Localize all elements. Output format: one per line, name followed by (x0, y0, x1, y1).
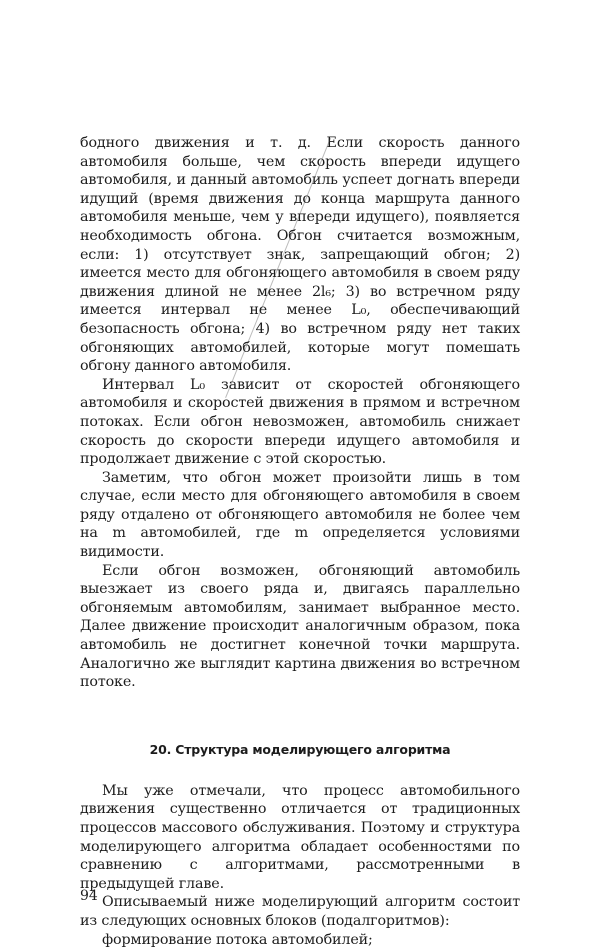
paragraph-overtaking-execution: Если обгон возможен, обгоняющий автомобиль выезжает из своего ряда и, двигаясь параллельно обгоняемым автомобилям, занимает выбранное место. Далее движение происходит аналогичным образом, пока автомобиль не достигнет конечной точки маршрута. Аналогично же выглядит картина движения во встречном потоке. (80, 562, 520, 691)
list-item-flow-formation: формирование потока автомобилей; (102, 931, 373, 948)
page-body (80, 134, 520, 949)
section-heading: 20. Структура моделирующего алгоритма (149, 741, 451, 757)
paragraph-interval-l0: Интервал L₀ зависит от скоростей обгоняющего автомобиля и скоростей движения в прямом и встречном потоках. Если обгон невозможен, автомобиль снижает скорость до скорости впереди идущего автомобиля и продолжает движение с этой скоростью. (80, 376, 520, 468)
paragraph-algorithm-blocks: Описываемый ниже моделирующий алгоритм состоит из следующих основных блоков (подалгоритмов): (80, 894, 520, 929)
paragraph-visibility-note: Заметим, что обгон может произойти лишь в том случае, если место для обгоняющего автомобиля в своем ряду отдалено от обгоняющего автомобиля не более чем на m автомобилей, где m определяется условиями видимости. (80, 469, 520, 561)
paragraph-overtaking-conditions: бодного движения и т. д. Если скорость данного автомобиля больше, чем скорость впереди идущего автомобиля, и данный автомобиль успеет догнать впереди идущий (время движения до конца маршрута данного автомобиля меньше, чем у впереди идущего), появляется необходимость обгона. Обгон считается возможным, если: 1) отсутствует знак, запрещающий обгон; 2) имеется место для обгоняющего автомобиля в своем ряду движения длиной не менее 2l₆; 3) во встречном ряду имеется интервал не менее L₀, обеспечивающий безопасность обгона; 4) во встречном ряду нет таких обгоняющих автомобилей, которые могут помешать обгону данного автомобиля. (80, 135, 520, 375)
section-gap (80, 758, 520, 782)
section-gap (80, 692, 520, 742)
paragraph-algorithm-intro: Мы уже отмечали, что процесс автомобильного движения существенно отличается от традиционных процессов массового обслуживания. Поэтому и структура моделирующего алгоритма обладает особенностями по сравнению с алгоритмами, рассмотренными в предыдущей главе. (80, 782, 520, 892)
page-number: 94 (80, 888, 98, 904)
